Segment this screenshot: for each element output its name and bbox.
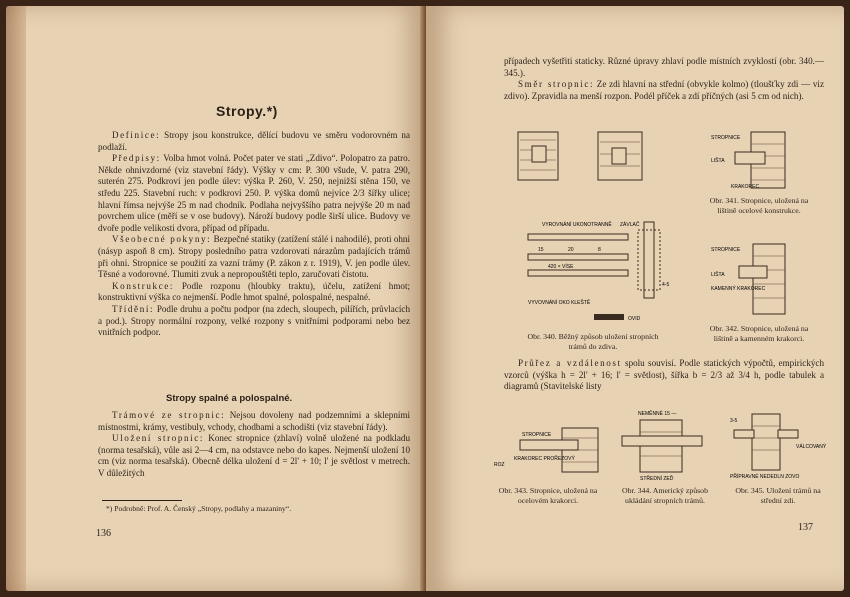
paragraph-lead: Všeobecné pokyny: — [112, 234, 212, 245]
fig342-label: KAMENNÝ KRAKOREC — [711, 286, 766, 292]
fig344-label: NEMĚNNÉ 15 — — [638, 411, 677, 417]
paragraph — [98, 130, 410, 153]
paragraph — [504, 358, 824, 393]
fig345-label: 3-5 — [730, 418, 738, 424]
figure-342-drawing — [711, 242, 791, 322]
right-page — [426, 6, 844, 591]
paragraph-lead: Předpisy: — [112, 153, 161, 164]
paragraph-text: Stropy jsou konstrukce, dělící budovu ve směru vodorovném na podlaží. — [98, 130, 410, 152]
fig343-label: ROZ — [494, 462, 505, 468]
paragraph-lead: Směr stropnic: — [518, 79, 595, 90]
paragraph-lead: Definice: — [112, 130, 161, 140]
fig340-label: 20 — [568, 247, 574, 253]
fig340-label: ZÁVLAČ — [620, 222, 640, 228]
paragraph-lead: Třídění: — [112, 303, 155, 314]
paragraph-text: Volba hmot volná. Počet pater ve stati „Zdivo“. Polopatro za patro. Někde ohnivzdorné (viz stavební řády). Výšky v cm: P. 300 všude, V. patra 290, suterén 275. Podkroví jen podle úlev: výška P. 260, V. 250, nejnižší stěna 150, ve středu 225. Stavební ruch: v podkroví 250. P. výška domů nejvíce 2/3 šířky ulice; hlavní římsa nejvýše 25 m nad chodník. Podlaha nejvyššího patra nejvýše 20 m nad povrchem ulice (měří se v ose budovy). Nároží budovy podle širší ulice. Budovy ve dvoře podle velikosti dvora, případ od případu. — [98, 153, 410, 233]
fig340-label: 4-5 — [662, 282, 670, 288]
paragraph-lead: Trámové ze stropnic: — [112, 410, 226, 420]
page-number-left: 136 — [96, 528, 111, 539]
paragraph-text: Ze zdi hlavní na střední (obvykle kolmo) (tloušťky zdi — viz zdivo). Zpravidla na menší rozpon. Podél příček a zdí příčných (asi 5 cm od nich). — [504, 79, 824, 101]
paragraph-text: Konec stropnice (zhlaví) volně uložené na podkladu (norma tesařská), vůle asi 2—4 cm, na odstavce nebo do kapes. Nejmenší uložení 10 cm (viz norma tesařská). Obecně délka uložení d = 2l' + 10; l' je světlost v metrech. V důležitých — [98, 433, 410, 478]
paragraph-text: Podle druhu a počtu podpor (na zdech, sloupech, pilířích, průvlacích a pod.). Stropy normální rozpony, velké rozpony s vnitřními podporami nebo bez vnitřních podpor. — [98, 303, 410, 338]
left-page — [6, 6, 426, 591]
fig341-label: KRAKOREC — [731, 184, 760, 190]
fig344-label: STŘEDNÍ ZEĎ — [640, 476, 674, 480]
figure-340-caption: Obr. 340. Běžný způsob uložení stropních trámů do zdiva. — [527, 332, 659, 351]
fig340-label: VYVOVNÁNÍ OKO KLEŠTĚ — [528, 300, 591, 306]
fig343-label: KRAKOREC PROŘEZOVÝ — [514, 456, 575, 462]
figure-344-drawing — [618, 408, 708, 480]
fig341-label: LIŠTA — [711, 158, 725, 164]
fig342-label: LIŠTA — [711, 272, 725, 278]
figure-344-caption: Obr. 344. Americký způsob ukládání stropních trámů. — [622, 486, 708, 505]
figure-345-drawing — [726, 408, 826, 480]
fig345-label: PŘÍPRAVNÉ NEDEDLN ZOVO — [730, 474, 800, 480]
figure-343-drawing — [492, 426, 602, 478]
figure-341-caption: Obr. 341. Stropnice, uložená na lištině ocelové konstrukce. — [709, 196, 809, 215]
paragraph-lead: Průřez a vzdálenost — [518, 358, 622, 368]
figure-340-drawing — [498, 130, 686, 326]
fig341-label: STROPNICE — [711, 135, 741, 141]
paragraph — [98, 433, 410, 479]
right-text-mid — [504, 358, 824, 393]
book-spread — [6, 6, 844, 591]
figure-341-drawing — [711, 130, 791, 192]
fig343-label: STROPNICE — [522, 432, 552, 438]
figure-342-caption: Obr. 342. Stropnice, uložená na lištině a kamenném krakorci. — [709, 324, 809, 343]
paragraph-text: Nejsou dovoleny nad podzemními a sklepními místnostmi, krámy, vestibuly, vchody, chodbami a schodišti (viz stavební řády). — [98, 410, 410, 432]
paragraph — [504, 79, 824, 102]
figure-345-caption: Obr. 345. Uložení trámů na střední zdi. — [735, 486, 821, 505]
paragraph — [98, 234, 410, 280]
fig342-label: STROPNICE — [711, 247, 741, 253]
paragraph — [98, 153, 410, 234]
fig340-label: OVID — [628, 316, 641, 322]
footnote-rule — [102, 500, 182, 501]
fig340-label: 15 — [538, 247, 544, 253]
paragraph-text: Bezpečné statiky (zatížení stálé i nahodilé), proti ohni (násyp aspoň 8 cm). Stropy posledního patra vzdorovati nárazům padajících trámů při ohni. Stropnice se použití za vazní trámy (P. zákon z r. 1919), V. jen podle úlev. Těsné a vodorovné. Tlumiti zvuk a nepropouštěti teplo, zaručovati čistotu. — [98, 234, 410, 280]
paragraph-lead: Uložení stropnic: — [112, 433, 205, 444]
fig345-label: VÁLCOVANÝ — [796, 444, 826, 450]
paragraph — [98, 410, 410, 433]
page-number-right: 137 — [798, 522, 813, 533]
footnote: *) Podrobně: Prof. A. Čenský „Stropy, podlahy a mazaniny“. — [106, 504, 292, 513]
book-cover-edge — [6, 6, 26, 591]
paragraph-text: spolu souvisí. Podle statických výpočtů, empirických vzorců (výška h = 2l' + 16; l' = světlost), šířka b = 2/3 až 3/4 h, podle tabulek a diagramů (Stavitelské listy — [504, 358, 824, 392]
figure-343-caption: Obr. 343. Stropnice, uložená na ocelovém krakorci. — [498, 486, 598, 505]
left-text-block — [98, 130, 410, 339]
paragraph — [98, 281, 410, 304]
paragraph: případech vyšetřiti staticky. Různé úpravy zhlaví podle místních zvyklostí (obr. 340.—345.). — [504, 56, 824, 78]
fig340-label: 8 — [598, 247, 601, 253]
right-text-top — [504, 56, 824, 102]
section-subheading: Stropy spalné a polospalné. — [166, 393, 293, 404]
fig340-label: 420 × VÍSE — [548, 264, 574, 270]
paragraph-lead: Konstrukce: — [112, 280, 175, 291]
paragraph-text: Podle rozponu (hloubky traktu), účelu, zatížení hmot; konstruktivní výška co nejmenší. Podle hmot spalné, polospalné, nespalné. — [98, 280, 410, 303]
left-text-block-2 — [98, 410, 410, 480]
fig340-label: VYROVNÁNÍ UKONOTRANNĚ — [542, 222, 612, 228]
chapter-title: Stropy.*) — [216, 103, 278, 119]
paragraph — [98, 304, 410, 339]
